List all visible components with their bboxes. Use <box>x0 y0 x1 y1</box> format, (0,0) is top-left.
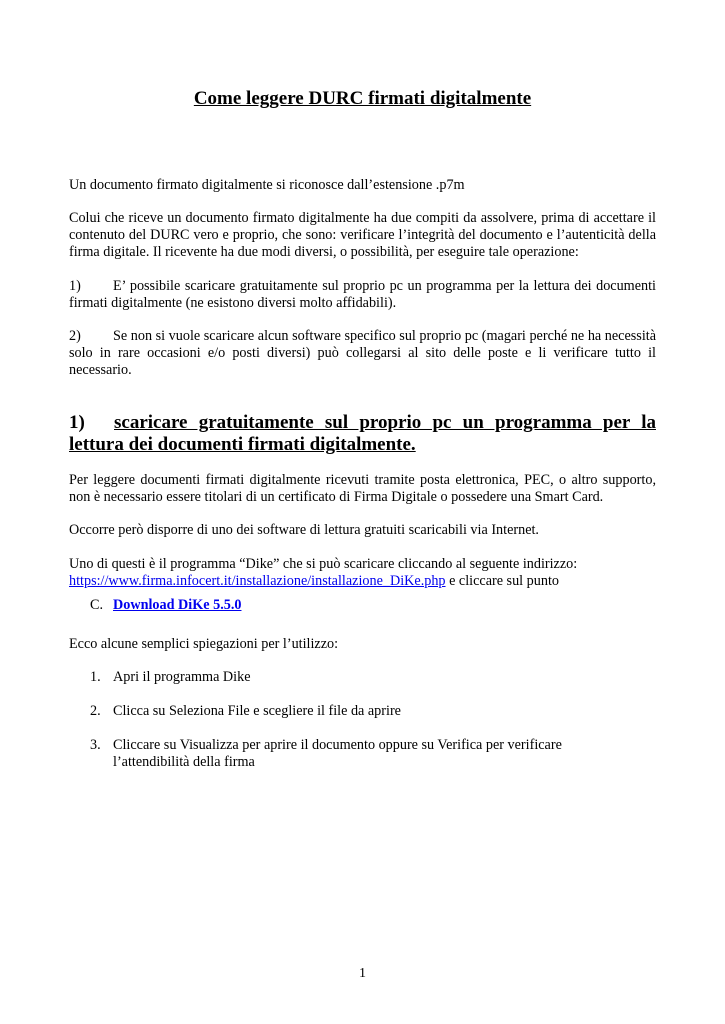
step-3-text: Cliccare su Visualizza per aprire il documento oppure su Verifica per verificare l’attendibilità della firma <box>113 737 562 770</box>
dike-intro-text: Uno di questi è il programma “Dike” che si può scaricare cliccando al seguente indirizzo: <box>69 556 578 572</box>
section-1-heading-text: scaricare gratuitamente sul proprio pc un programma per la lettura dei documenti firmati digitalmente. <box>69 412 656 455</box>
option-2-number: 2) <box>69 328 81 344</box>
page-number: 1 <box>359 966 366 981</box>
option-2-paragraph <box>69 328 656 379</box>
option-2-text: Se non si vuole scaricare alcun software specifico sul proprio pc (magari perché ne ha necessità solo in rare occasioni e/o posti diversi) può collegarsi al sito delle poste e li verificare tutto il necessario. <box>69 328 656 378</box>
intro-paragraph-tasks: Colui che riceve un documento firmato digitalmente ha due compiti da assolvere, prima di accettare il contenuto del DURC vero e proprio, che sono: verificare l’integrità del documento e l’autenticità della firma digitale. Il ricevente ha due modi diversi, o possibilità, per eseguire tale operazione: <box>69 210 656 260</box>
step-2-text: Clicca su Seleziona File e scegliere il file da aprire <box>113 703 401 719</box>
option-1-paragraph <box>69 278 656 312</box>
section-1-number: 1) <box>69 412 85 433</box>
download-dike-link[interactable]: Download DiKe 5.5.0 <box>113 597 242 613</box>
section-1-heading <box>69 412 656 456</box>
step-3-marker: 3. <box>90 737 101 753</box>
section-1-paragraph-software: Occorre però disporre di uno dei software di lettura gratuiti scaricabili via Internet. <box>69 522 539 538</box>
section-1-paragraph-usage: Ecco alcune semplici spiegazioni per l’utilizzo: <box>69 636 339 652</box>
section-1-paragraph-dike <box>69 556 656 590</box>
step-item-2 <box>90 703 610 720</box>
step-item-3 <box>90 737 610 771</box>
download-item <box>90 597 610 614</box>
step-1-marker: 1. <box>90 669 101 685</box>
step-item-1 <box>90 669 610 686</box>
dike-click-text: e cliccare sul punto <box>445 573 559 589</box>
option-1-number: 1) <box>69 278 81 294</box>
step-1-text: Apri il programma Dike <box>113 669 251 685</box>
section-1-paragraph-reading: Per leggere documenti firmati digitalmente ricevuti tramite posta elettronica, PEC, o altro supporto, non è necessario essere titolari di un certificato di Firma Digitale o possedere una Smart Card. <box>69 472 656 505</box>
page-title: Come leggere DURC firmati digitalmente <box>193 88 532 109</box>
step-2-marker: 2. <box>90 703 101 719</box>
download-marker: C. <box>90 597 104 613</box>
infocert-download-link[interactable]: https://www.firma.infocert.it/installazione/installazione_DiKe.php <box>69 573 446 589</box>
option-1-text: E’ possibile scaricare gratuitamente sul proprio pc un programma per la lettura dei documenti firmati digitalmente (ne esistono diversi molto affidabili). <box>69 278 656 311</box>
intro-paragraph-extension: Un documento firmato digitalmente si riconosce dall’estensione .p7m <box>69 177 465 193</box>
